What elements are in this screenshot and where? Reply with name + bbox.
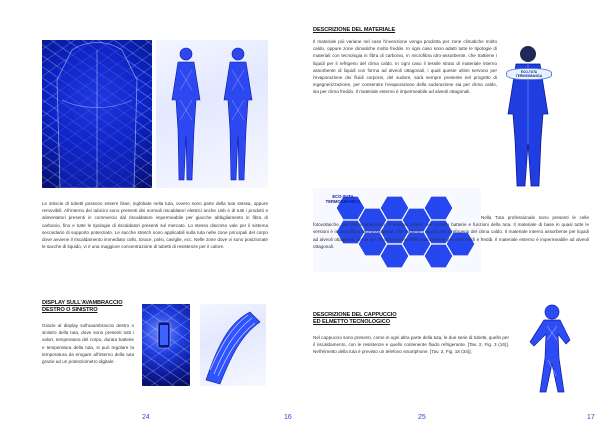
page-number-25: 25 — [418, 414, 426, 421]
right-page — [300, 0, 600, 428]
cappuccio-paragraph: Nel cappuccio sono presenti, come in ogni altra parte della tuta, le due serie di tubetti, quello per il riscaldamento, con le resistenze e quello contenente fluido refrigerante. [Tav. 2, Fig. 3 (16)]. Nell'elmetto della tuta è previsto un telefono smartphone. [Tav. 2, Fig. 18 (34)]. — [313, 335, 509, 355]
hexagon-label — [313, 194, 373, 204]
cappuccio-heading-line2: ED ELMETTO TECNOLOGICO — [313, 319, 390, 326]
display-paragraph: Grazie al display sull'avambraccio destro o sinistro della tuta, dove sono presenti tutti i valori, temperatura del corpo, durata batterie e temperatura della tuta, si può regolare la temperatura da erogare all'interno della tuta grazie ad un potenziometro digitale. — [42, 323, 134, 365]
intro-paragraph: Le striscie di tubetti possono essere fisse, inglobate nella tuta, ovvero sono parte della tuta stessa, oppure removibili. All'interno dei tubicini sono presenti dei normali riscaldatori elettrici anche Usb e di tutti i prodotti e alimentatori presenti in commercio dal riscaldatore impermeabile per giacche abbigliamento in fibra di carbonio, fino e tutte le tipologie di riscaldatori presenti sul mercato. Lo stesso discorso vale per il sistema secondario di supporto potenziato. Le sacche stretch sono applicabili sulla tuta nelle zone principali del corpo dove avviene il riscaldamento immediato collo, torace, polsi, caviglie, ecc. Nelle zone dove vi sono posizionate le sacche di liquido, vi è una maggiore concentrazione di tubetti di resistenze per il calore. — [42, 201, 268, 250]
cappuccio-heading — [313, 312, 443, 326]
sleeve-tubes-illustration — [200, 304, 266, 386]
materiale-paragraph: Il materiale più variane nel caso l'invenzione venga prodotta per zone climatiche molto caldo, oppure zone climatiche molto fredde. In ogni caso sono adatti tutte le tipologie di materiali con tecnologia in fibra di carbonio, in microfibra idro-assorbente, che trattiene i liquidi per il refrigerio del clima caldo. In ogni caso il tessile strato di materiale interno assorbente di liquidi con forma ad alveoli ottagonali, i quali queste ultimi servono per l'evaporazione dei fluidi corporei, del sudore, sarà sempre presente nel progetto di ingegnerizzazione, per consentire l'evaporazione della sudorazione sia per clima caldo, sia per clima freddo. Il materiale esterno è impermeabile ad alveoli ottagonali. — [313, 39, 497, 95]
display-heading-line1: DISPLAY SULL'AVAMBRACCIO — [42, 300, 123, 306]
display-heading-line2: DESTRO O SINISTRO — [42, 307, 98, 314]
hood-helmet-illustration — [512, 300, 594, 396]
cappuccio-heading-line1: DESCRIZIONE DEL CAPPUCCIO — [313, 312, 397, 318]
page-number-17: 17 — [587, 414, 595, 421]
suit-back-photo — [42, 40, 152, 188]
page-number-16: 16 — [284, 414, 292, 421]
fotovoltaiche-paragraph: Nella Tuta professionale sono presenti le celle fotovoltaiche, per l'incamenamento di energia solare, per ricarica batterie e funzioni della tuta. Il materiale di base in quasi tutte le versioni è in microfibra idro-assorbente, che trattiene i liquidi per il refrigerio del clima caldo. Il materiale interno assorbente per liquidi ad alveoli ottagonali, serve per l'evaporazione della sudorazione per climi caldi e freddi. Il materiale esterno è impermeabile ad alveoli ottagonali. — [313, 215, 589, 249]
suit-front-back-illustration — [156, 40, 268, 188]
display-heading — [42, 300, 132, 314]
hexagon-label-line2: TERMOSMANICA — [325, 199, 361, 205]
suit-badge: ECO-TUTA TERMOSMANICA — [506, 68, 552, 80]
hexagon-label-line1: ECO-TUTA — [332, 194, 354, 199]
suit-full-photo — [500, 40, 556, 188]
materiale-heading: DESCRIZIONE DEL MATERIALE — [313, 27, 396, 33]
page-number-24: 24 — [142, 414, 150, 421]
forearm-display-photo — [142, 304, 190, 386]
